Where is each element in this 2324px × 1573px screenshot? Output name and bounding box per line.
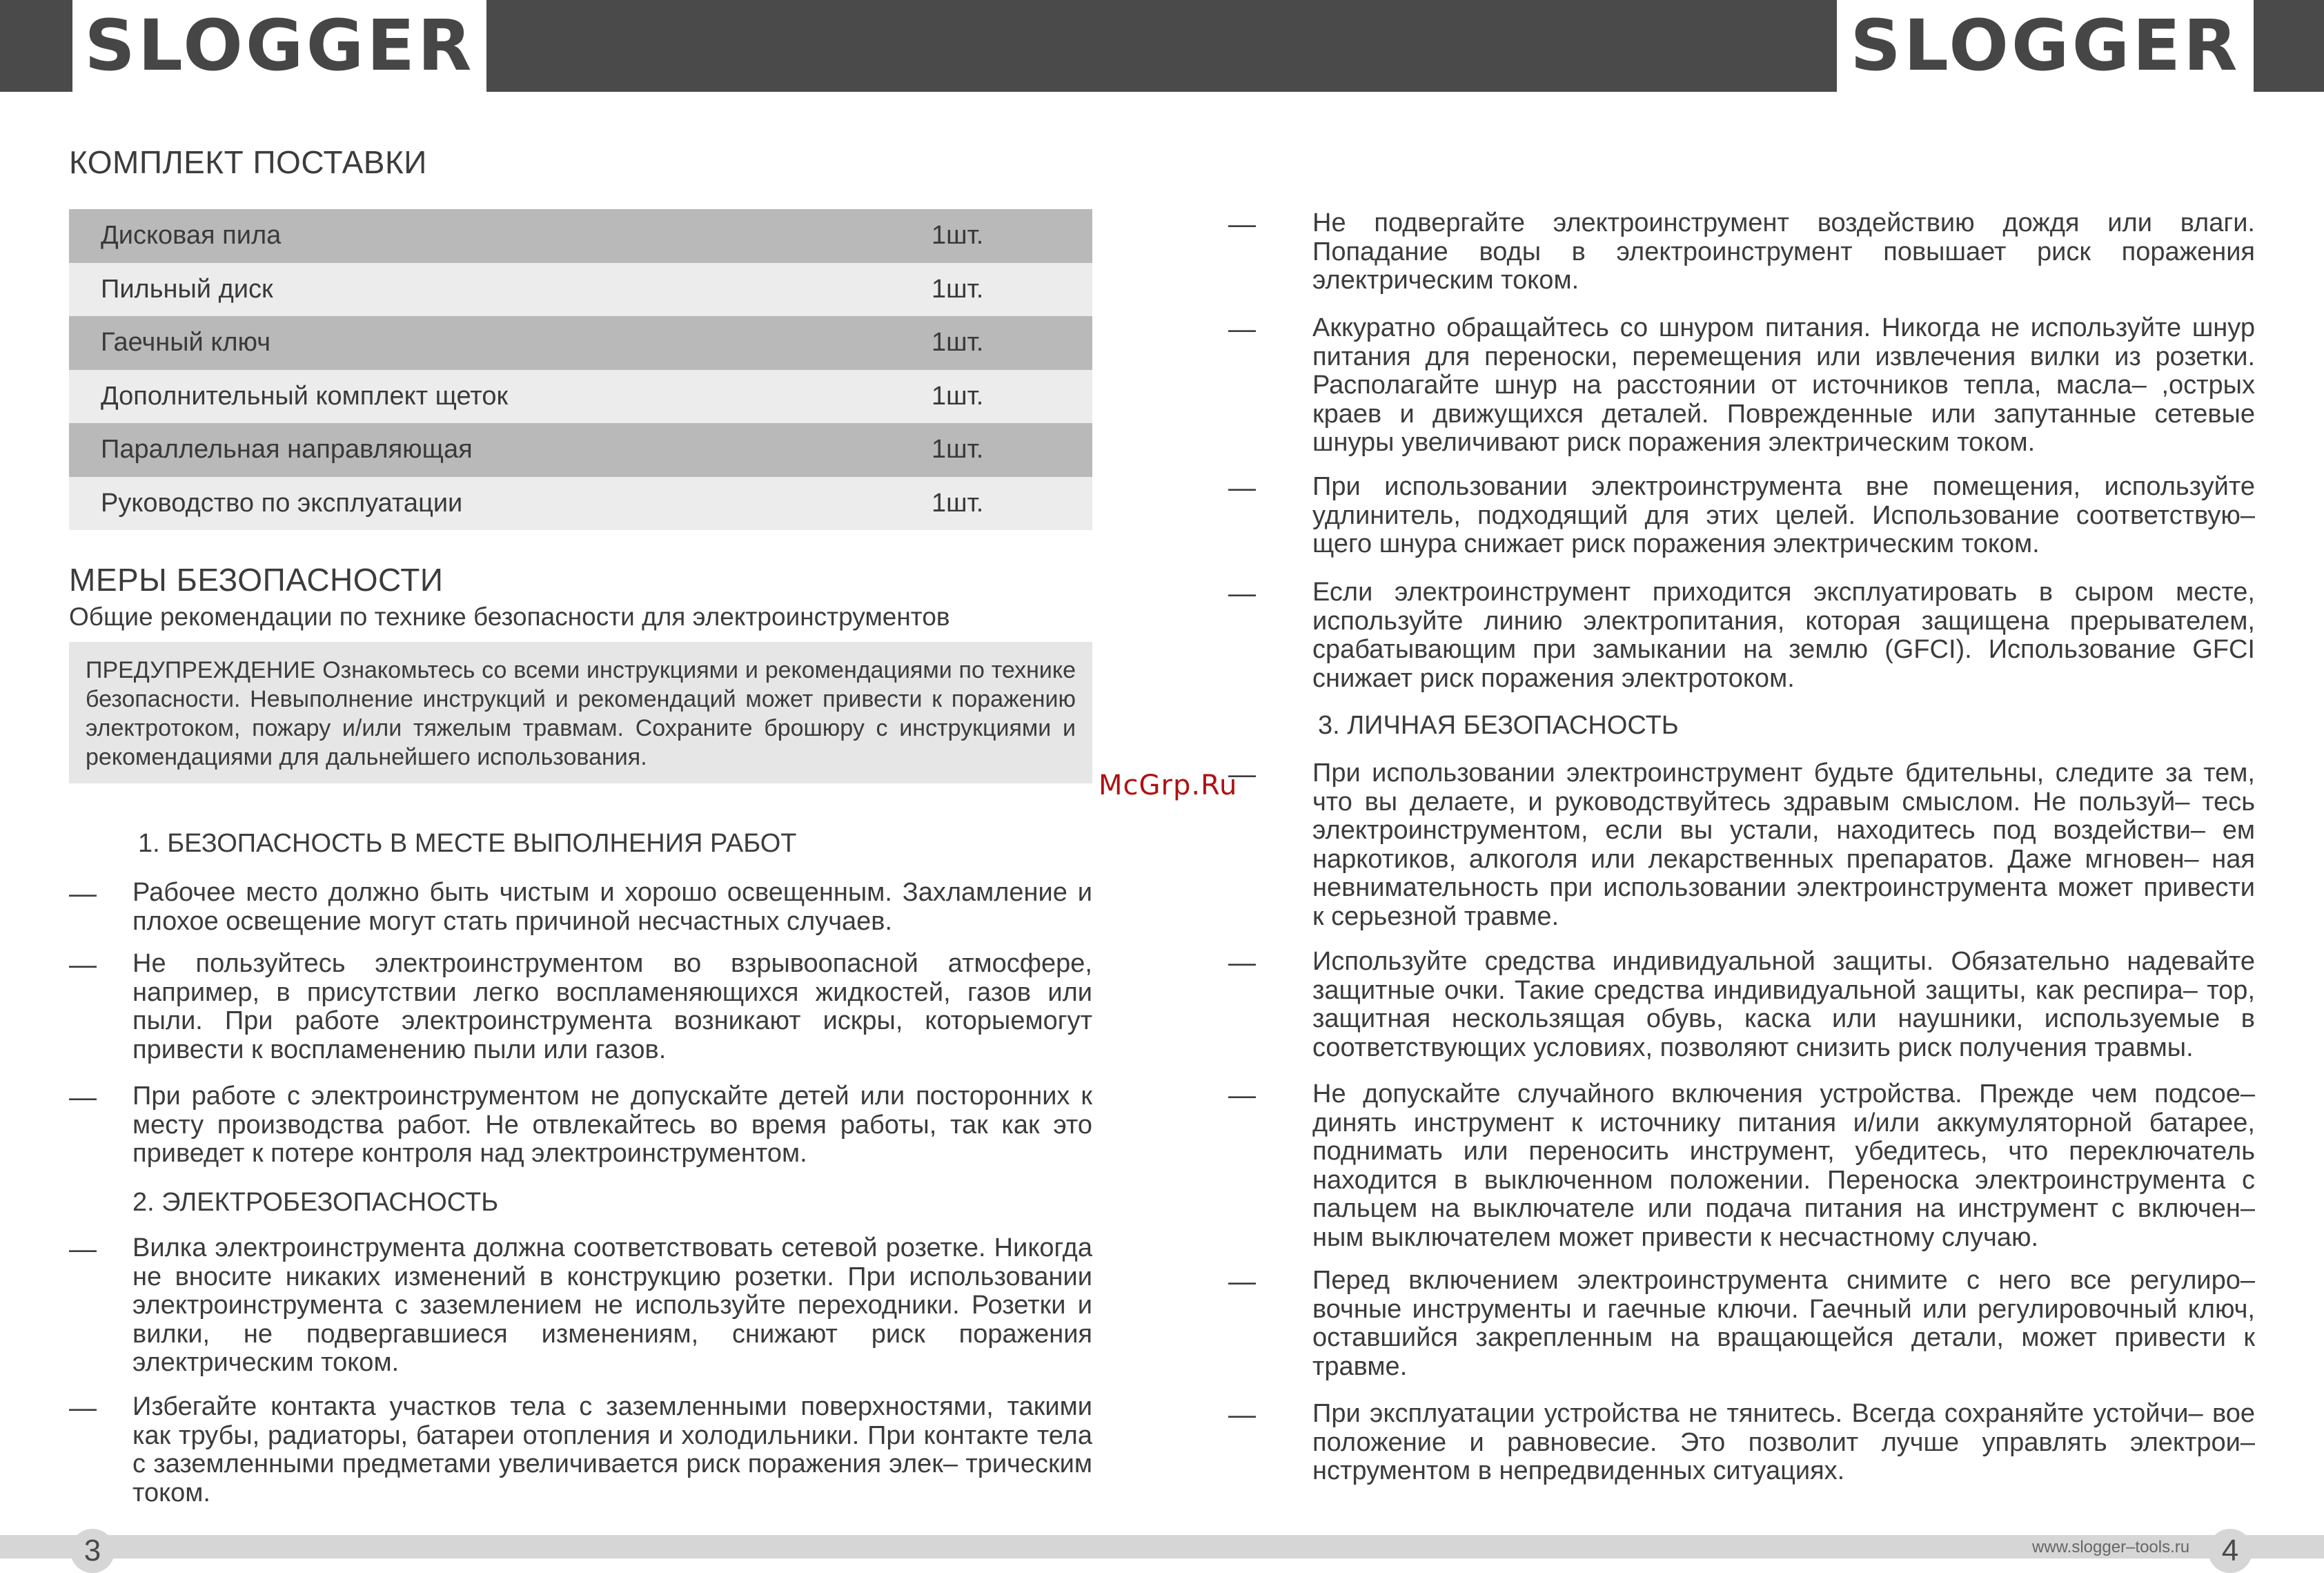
kit-row: [69, 370, 1092, 424]
item-text: Перед включением электроинструмента снимите с него все регулиро– вочные инструменты и гаечные ключи. Гаечный или регулировочный ключ, оставшийся закрепленным на вращающейся детали, может привести к травме.: [1312, 1266, 2255, 1381]
kit-item-qty: 1шт.: [932, 221, 984, 251]
footer-bar: [0, 1535, 2324, 1559]
dash-bullet: —: [1228, 473, 1256, 503]
kit-item-qty: 1шт.: [932, 435, 984, 465]
dash-bullet: —: [1228, 948, 1256, 978]
section-title: 1. БЕЗОПАСНОСТЬ В МЕСТЕ ВЫПОЛНЕНИЯ РАБОТ: [138, 829, 797, 858]
kit-item-name: Руководство по эксплуатации: [101, 488, 463, 518]
item-text: Используйте средства индивидуальной защиты. Обязательно надевайте защитные очки. Такие средства индивидуальной защиты, как респира– тор, защитная нескользящая обувь, каска или наушники, используемые в соответствующих условиях, позволяют снизить риск получения травмы.: [1312, 947, 2255, 1062]
safety-subtitle: Общие рекомендации по технике безопасности для электроинструментов: [69, 603, 950, 631]
safety-title: МЕРЫ БЕЗОПАСНОСТИ: [69, 562, 444, 598]
item-text: Если электроинструмент приходится эксплуатировать в сыром месте, используйте линию электропитания, которая защищена прерывателем, срабатывающим при замыкании на землю (GFCI). Использование GFCI снижает риск поражения электротоком.: [1312, 578, 2255, 693]
item-text: Аккуратно обращайтесь со шнуром питания. Никогда не используйте шнур питания для переноски, перемещения или извлечения вилки из розетки. Располагайте шнур на расстоянии от источников тепла, масла– ,острых краев и движущихся деталей. Поврежденные или запутанные сетевые шнуры увеличивают риск поражения электрическим током.: [1312, 313, 2255, 457]
warning-box: ПРЕДУПРЕЖДЕНИЕ Ознакомьтесь со всеми инструкциями и рекомендациями по технике безопасности. Невыполнение инструкций и рекомендаций может привести к поражению электротоком, пожару и/или тяжелым травмам. Сохраните брошюру с инструкциями и рекомендациями для дальнейшего использования.: [69, 642, 1092, 783]
section-title: 3. ЛИЧНАЯ БЕЗОПАСНОСТЬ: [1318, 711, 1679, 740]
section-title: 2. ЭЛЕКТРОБЕЗОПАСНОСТЬ: [132, 1188, 499, 1217]
watermark: McGrp.Ru: [1099, 770, 1238, 801]
item-text: Избегайте контакта участков тела с заземленными поверхностями, такими как трубы, радиаторы, батареи отопления и холодильники. При контакте тела с заземленными предметами увеличивается риск поражения элек– трическим током.: [132, 1392, 1092, 1507]
brand-logo-right: [1837, 0, 2254, 92]
brand-logo-text: SLOGGER: [84, 5, 475, 87]
kit-item-qty: 1шт.: [932, 381, 984, 411]
kit-title: КОМПЛЕКТ ПОСТАВКИ: [69, 144, 427, 180]
kit-row: [69, 477, 1092, 531]
dash-bullet: —: [69, 879, 97, 909]
dash-bullet: —: [1228, 314, 1256, 344]
dash-bullet: —: [1228, 578, 1256, 609]
dash-bullet: —: [1228, 1080, 1256, 1111]
kit-row: [69, 209, 1092, 263]
item-text: Не подвергайте электроинструмент воздействию дождя или влаги. Попадание воды в электроинструмент повышает риск поражения электрическим током.: [1312, 208, 2255, 295]
kit-table: [69, 209, 1092, 530]
kit-item-name: Гаечный ключ: [101, 328, 271, 358]
kit-item-qty: 1шт.: [932, 328, 984, 358]
item-text: При эксплуатации устройства не тянитесь. Всегда сохраняйте устойчи– вое положение и равновесие. Это позволит лучше управлять электрои– нструментом в непредвиденных ситуациях.: [1312, 1399, 2255, 1485]
dash-bullet: —: [1228, 209, 1256, 240]
dash-bullet: —: [1228, 1267, 1256, 1297]
website-url: www.slogger–tools.ru: [2032, 1538, 2190, 1556]
brand-logo-left: [72, 0, 486, 92]
left-page: [69, 92, 1094, 1527]
item-text: Рабочее место должно быть чистым и хорошо освещенным. Захламление и плохое освещение могут стать причиной несчастных случаев.: [132, 878, 1092, 936]
dash-bullet: —: [69, 1234, 97, 1264]
item-text: При использовании электроинструмент будьте бдительны, следите за тем, что вы делаете, и руководствуйтесь здравым смыслом. Не пользуй– тесь электроинструментом, если вы устали, находитесь под воздействи– ем наркотиков, алкоголя или лекарственных препаратов. Даже мгновен– ная невнимательность при использовании электроинструмента может привести к серьезной травме.: [1312, 759, 2255, 931]
page-number-right: 4: [2208, 1529, 2252, 1573]
kit-row: [69, 263, 1092, 317]
dash-bullet: —: [69, 1082, 97, 1113]
kit-item-name: Параллельная направляющая: [101, 435, 473, 465]
kit-item-name: Дополнительный комплект щеток: [101, 381, 509, 411]
item-text: При использовании электроинструмента вне помещения, используйте удлинитель, подходящий для этих целей. Использование соответствую– щего шнура снижает риск поражения электрическим током.: [1312, 472, 2255, 558]
kit-row: [69, 423, 1092, 477]
kit-item-name: Дисковая пила: [101, 221, 282, 251]
item-text: При работе с электроинструментом не допускайте детей или посторонних к месту производства работ. Не отвлекайтесь во время работы, так как это приведет к потере контроля над электроинструментом.: [132, 1082, 1092, 1168]
dash-bullet: —: [1228, 1400, 1256, 1430]
item-text: Не пользуйтесь электроинструментом во взрывоопасной атмосфере, например, в присутствии легко воспламеняющихся жидкостей, газов или пыли. При работе электроинструмента возникают искры, которыемогут привести к воспламенению пыли или газов.: [132, 949, 1092, 1064]
dash-bullet: —: [69, 1393, 97, 1423]
page-number-left: 3: [70, 1529, 115, 1573]
item-text: Не допускайте случайного включения устройства. Прежде чем подсое– динять инструмент к источнику питания и/или аккумуляторной батарее, поднимать или переносить инструмент, убедитесь, что переключатель находится в выключенном положении. Переноска электроинструмента с пальцем на выключателе или подача питания на инструмент с включен– ным выключателем может привести к несчастному случаю.: [1312, 1079, 2255, 1252]
kit-item-name: Пильный диск: [101, 274, 273, 304]
kit-row: [69, 316, 1092, 370]
kit-item-qty: 1шт.: [932, 488, 984, 518]
dash-bullet: —: [1228, 759, 1256, 790]
kit-item-qty: 1шт.: [932, 274, 984, 304]
dash-bullet: —: [69, 950, 97, 980]
right-page: [1228, 92, 2255, 1527]
brand-logo-text: SLOGGER: [1850, 5, 2241, 87]
item-text: Вилка электроинструмента должна соответствовать сетевой розетке. Никогда не вносите никаких изменений в конструкцию розетки. При использовании электроинструмента с заземлением не используйте переходники. Розетки и вилки, не подвергавшиеся изменениям, снижают риск поражения электрическим током.: [132, 1233, 1092, 1377]
